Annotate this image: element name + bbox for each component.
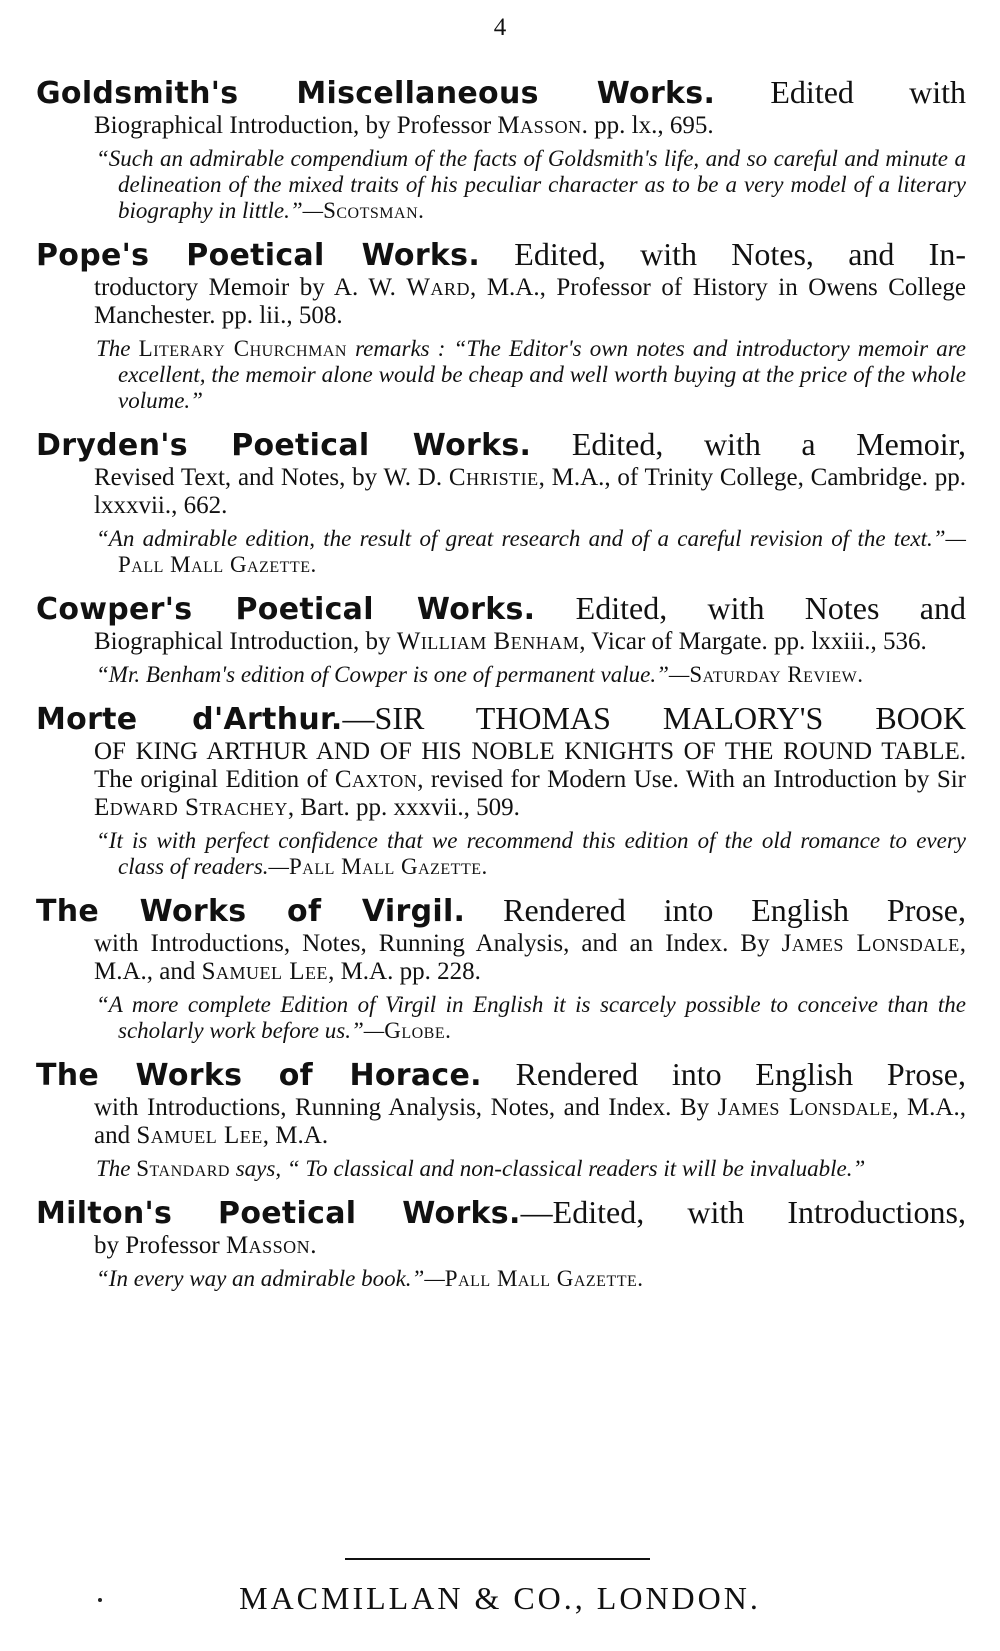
- entry-description: [36, 464, 966, 520]
- desc-text: , Vicar of Margate. pp. lxxiii., 536.: [579, 628, 927, 655]
- review-prefix: The: [96, 1156, 137, 1181]
- entry-description: [36, 112, 966, 140]
- desc-text: Biographical Introduction, by Professor: [94, 112, 498, 139]
- entry-description: [36, 1232, 966, 1260]
- entry-review: [36, 662, 966, 688]
- entry-pope: [36, 236, 966, 414]
- entry-heading-rest: Edited with: [770, 74, 967, 110]
- entry-heading: [36, 236, 966, 274]
- entry-virgil: [36, 892, 966, 1044]
- entry-review: [36, 526, 966, 578]
- desc-editor: Samuel Lee: [136, 1122, 263, 1149]
- desc-text: , Bart. pp. xxxvii., 509.: [287, 794, 520, 821]
- entry-title: Milton's Poetical Works.: [36, 1196, 521, 1231]
- entry-description: [36, 738, 966, 822]
- entry-heading-rest: Edited, with Notes and: [575, 590, 967, 626]
- entry-title: The Works of Horace.: [36, 1058, 482, 1093]
- entry-heading-rest: —SIR THOMAS MALORY'S BOOK: [342, 700, 966, 736]
- page-number: 4: [493, 14, 507, 41]
- entry-heading: [36, 590, 966, 628]
- review-quote: “It is with perfect confidence that we recommend this edition of the old romance to every class of readers.—: [96, 828, 966, 879]
- entry-heading-rest: Edited, with Notes, and In-: [514, 236, 966, 272]
- review-quote: “Mr. Benham's edition of Cowper is one of permanent value.”—: [96, 662, 690, 687]
- desc-text: , M.A., and: [94, 1094, 966, 1149]
- review-source: Scotsman.: [323, 198, 425, 223]
- desc-editor: James Lonsdale: [717, 1094, 893, 1121]
- desc-text: , revised for Modern Use. With an Introduction by Sir: [417, 766, 967, 793]
- entry-description: [36, 930, 966, 986]
- entry-morte-darthur: [36, 700, 966, 880]
- entry-heading: [36, 426, 966, 464]
- desc-editor: Ward: [406, 274, 471, 301]
- review-source: Saturday Review.: [689, 662, 864, 687]
- entry-heading: [36, 700, 966, 738]
- review-source: Pall Mall Gazette.: [444, 1266, 644, 1291]
- entry-title: Cowper's Poetical Works.: [36, 592, 536, 627]
- desc-text: troductory Memoir by A. W.: [94, 274, 407, 301]
- entry-review: [36, 828, 966, 880]
- entry-title: Dryden's Poetical Works.: [36, 428, 532, 463]
- desc-text: Biographical Introduction, by: [94, 628, 397, 655]
- desc-text: with Introductions, Running Analysis, Notes, and Index. By: [94, 1094, 718, 1121]
- entries-list: [36, 74, 966, 1304]
- entry-cowper: [36, 590, 966, 688]
- desc-editor: Samuel Lee: [201, 958, 329, 985]
- entry-description: [36, 1094, 966, 1150]
- review-quote: “A more complete Edition of Virgil in English it is scarcely possible to conceive than the scholarly work before us.”—: [96, 992, 966, 1043]
- entry-milton: [36, 1194, 966, 1292]
- entry-horace: [36, 1056, 966, 1182]
- entry-title: The Works of Virgil.: [36, 894, 466, 929]
- desc-editor: Caxton: [334, 766, 418, 793]
- review-quote: “Such an admirable compendium of the facts of Goldsmith's life, and so careful and minute a delineation of the mixed traits of his peculiar character as to be a very model of a literary biography in little.”—: [96, 146, 966, 223]
- publisher-imprint: MACMILLAN & CO., LONDON.: [239, 1580, 761, 1616]
- desc-text: OF KING ARTHUR AND OF HIS NOBLE KNIGHTS OF THE ROUND TABLE. The original Edition of: [94, 738, 966, 793]
- entry-heading-rest: —Edited, with Introductions,: [520, 1194, 966, 1230]
- entry-review: [36, 336, 966, 414]
- entry-description: [36, 628, 966, 656]
- entry-review: [36, 1266, 966, 1292]
- entry-heading-rest: Rendered into English Prose,: [503, 892, 967, 928]
- desc-editor: Christie: [448, 464, 539, 491]
- desc-text: Revised Text, and Notes, by W. D.: [94, 464, 449, 491]
- desc-text: . pp. lx., 695.: [581, 112, 714, 139]
- desc-text: , M.A., and: [94, 930, 966, 985]
- review-quote: “In every way an admirable book.”—: [96, 1266, 445, 1291]
- desc-editor: James Lonsdale: [781, 930, 960, 957]
- entry-title: Morte d'Arthur.: [36, 702, 343, 737]
- review-quote: remarks : “The Editor's own notes and introductory memoir are excellent, the memoir alone would be cheap and well worth buying at the price of the whole volume.”: [118, 336, 966, 413]
- desc-text: , M.A., Professor of History in Owens College Manchester. pp. lii., 508.: [94, 274, 966, 329]
- desc-text: , M.A., of Trinity College, Cambridge. pp. lxxxvii., 662.: [94, 464, 966, 519]
- review-source: Globe.: [384, 1018, 452, 1043]
- entry-title: Pope's Poetical Works.: [36, 238, 481, 273]
- entry-heading-rest: Rendered into English Prose,: [515, 1056, 966, 1092]
- review-quote: “An admirable edition, the result of great research and of a careful revision of the text.”—: [96, 526, 966, 551]
- desc-editor: Masson: [225, 1232, 311, 1259]
- entry-heading-rest: Edited, with a Memoir,: [571, 426, 967, 462]
- footer-divider: [345, 1558, 650, 1560]
- entry-review: [36, 1156, 966, 1182]
- entry-dryden: [36, 426, 966, 578]
- review-source: Pall Mall Gazette.: [289, 854, 488, 879]
- desc-text: by Professor: [94, 1232, 226, 1259]
- entry-heading: [36, 892, 966, 930]
- entry-goldsmith: [36, 74, 966, 224]
- entry-review: [36, 146, 966, 224]
- desc-text: , M.A.: [262, 1122, 329, 1149]
- review-quote: says, “ To classical and non-classical readers it will be invaluable.”: [229, 1156, 866, 1181]
- entry-title: Goldsmith's Miscellaneous Works.: [36, 76, 716, 111]
- desc-editor: William Benham: [396, 628, 580, 655]
- review-prefix: The: [96, 336, 139, 361]
- desc-text: .: [310, 1232, 317, 1259]
- entry-description: [36, 274, 966, 330]
- entry-heading: [36, 74, 966, 112]
- entry-review: [36, 992, 966, 1044]
- desc-editor: Masson: [497, 112, 582, 139]
- entry-heading: [36, 1194, 966, 1232]
- desc-editor: Edward Strachey: [94, 794, 288, 821]
- desc-text: , M.A. pp. 228.: [328, 958, 481, 985]
- review-source: Pall Mall Gazette.: [118, 552, 317, 577]
- review-source: Standard: [136, 1156, 230, 1181]
- review-source: Literary Churchman: [138, 336, 347, 361]
- entry-heading: [36, 1056, 966, 1094]
- desc-text: with Introductions, Notes, Running Analysis, and an Index. By: [94, 930, 782, 957]
